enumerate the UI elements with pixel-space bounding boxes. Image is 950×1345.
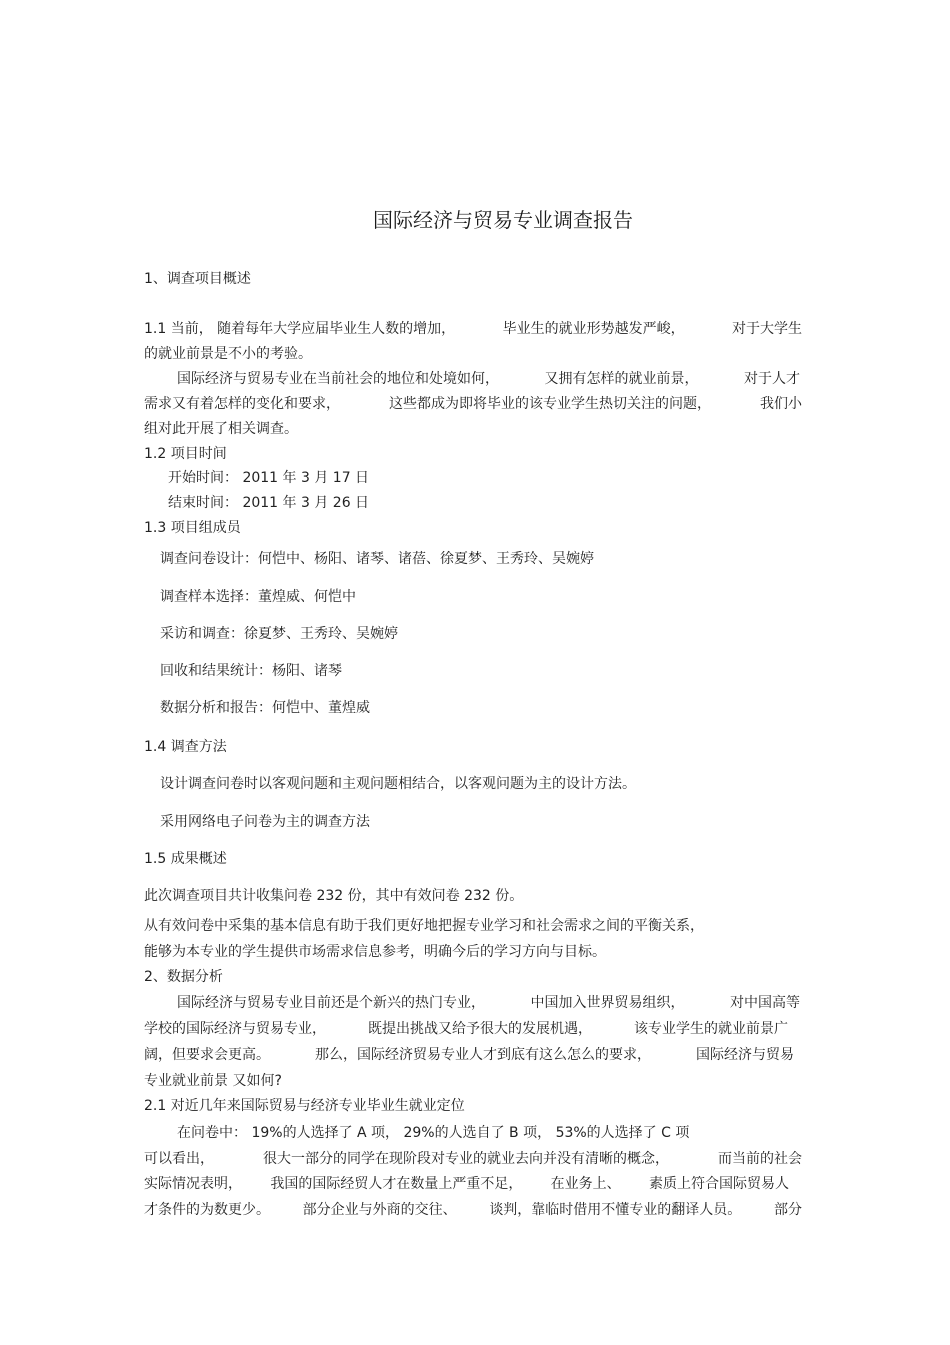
section-2-line-2: 学校的国际经济与贸易专业， 既提出挑战又给予很大的发展机遇， 该专业学生的就业前景广 [144,1021,788,1037]
member-line: 调查样本选择：董煌威、何恺中 [160,589,356,605]
method-line: 设计调查问卷时以客观问题和主观问题相结合，以客观问题为主的设计方法。 [160,776,636,792]
member-line: 数据分析和报告：何恺中、董煌威 [160,700,370,716]
member-line: 调查问卷设计：何恺中、杨阳、诸琴、诸蓓、徐夏梦、王秀玲、吴婉婷 [160,551,594,567]
section-2-line-1: 国际经济与贸易专业目前还是个新兴的热门专业， 中国加入世界贸易组织， 对中国高等 [177,995,800,1011]
section-2-line-3: 阔，但要求会更高。 那么，国际经济贸易专业人才到底有这么怎么的要求， 国际经济与贸易 [144,1047,794,1063]
section-1-5-heading: 1.5 成果概述 [144,851,227,867]
section-2-1-line-3: 实际情况表明， 我国的国际经贸人才在数量上严重不足， 在业务上、 素质上符合国际贸易人 [144,1176,789,1192]
section-1-1-line-5: 组对此开展了相关调查。 [144,421,298,437]
section-2-1-line-4: 才条件的为数更少。 部分企业与外商的交往、 谈判，靠临时借用不懂专业的翻译人员。 部分 [144,1202,802,1218]
start-time: 开始时间： 2011 年 3 月 17 日 [168,470,370,486]
member-line: 回收和结果统计：杨阳、诸琴 [160,663,342,679]
section-1-1-line-3: 国际经济与贸易专业在当前社会的地位和处境如何， 又拥有怎样的就业前景， 对于人才 [177,371,800,387]
section-1-heading: 1、调查项目概述 [144,271,251,287]
section-2-1-heading: 2.1 对近几年来国际贸易与经济专业毕业生就业定位 [144,1098,465,1114]
section-2-1-line-2: 可以看出， 很大一部分的同学在现阶段对专业的就业去向并没有清晰的概念， 而当前的社会 [144,1151,802,1167]
summary-line: 能够为本专业的学生提供市场需求信息参考，明确今后的学习方向与目标。 [144,944,606,960]
section-1-3-heading: 1.3 项目组成员 [144,520,241,536]
section-1-2-heading: 1.2 项目时间 [144,446,227,462]
section-1-4-heading: 1.4 调查方法 [144,739,227,755]
section-1-1-line-4: 需求又有着怎样的变化和要求， 这些都成为即将毕业的该专业学生热切关注的问题， 我们小 [144,396,802,412]
section-1-1-line-2: 的就业前景是不小的考验。 [144,346,312,362]
summary-line: 从有效问卷中采集的基本信息有助于我们更好地把握专业学习和社会需求之间的平衡关系， [144,918,704,934]
method-line: 采用网络电子问卷为主的调查方法 [160,814,370,830]
document-title: 国际经济与贸易专业调查报告 [373,208,633,232]
section-2-1-line-1: 在问卷中： 19%的人选择了 A 项， 29%的人选自了 B 项， 53%的人选择了 C 项 [177,1125,690,1141]
summary-line: 此次调查项目共计收集问卷 232 份，其中有效问卷 232 份。 [144,888,524,904]
section-2-line-4: 专业就业前景 又如何? [144,1073,282,1089]
member-line: 采访和调查：徐夏梦、王秀玲、吴婉婷 [160,626,398,642]
end-time: 结束时间： 2011 年 3 月 26 日 [168,495,370,511]
section-2-heading: 2、数据分析 [144,969,223,985]
section-1-1-line-1: 1.1 当前， 随着每年大学应届毕业生人数的增加， 毕业生的就业形势越发严峻， 对于大学生 [144,321,802,337]
